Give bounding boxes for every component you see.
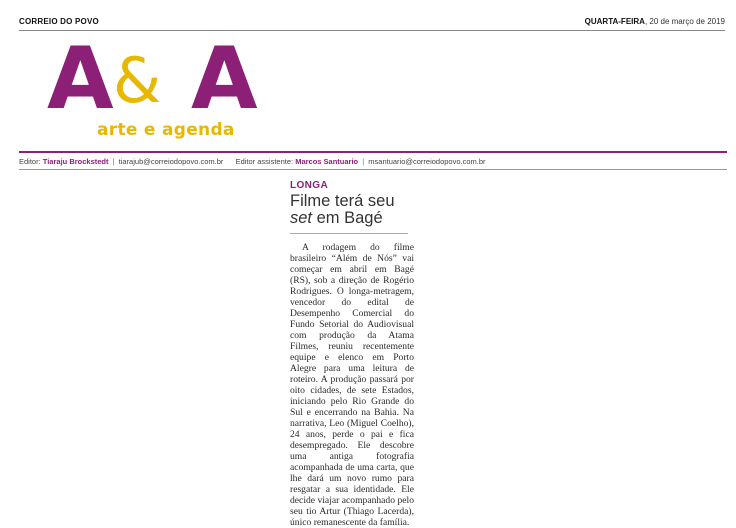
separator: |: [362, 157, 365, 166]
section-subtitle: arte e agenda: [97, 120, 235, 140]
editor-email: tiarajub@correiodopovo.com.br: [118, 157, 224, 166]
assistant-email: msantuario@correiodopovo.com.br: [368, 157, 486, 166]
headline-line-2-rest: em Bagé: [312, 209, 383, 227]
headline-divider: [290, 233, 408, 234]
logo-letter-a-left: A: [47, 36, 114, 126]
editors-bottom-divider: [19, 169, 727, 170]
headline-line-2: [290, 210, 420, 227]
assistant-name: Marcos Santuario: [295, 157, 359, 166]
section-logo: [47, 36, 287, 146]
newspaper-name: CORREIO DO POVO: [19, 17, 99, 26]
logo-ampersand: &: [113, 44, 162, 117]
issue-date: [585, 17, 725, 26]
editors-line: [19, 157, 486, 166]
logo-letter-a-right: A: [191, 36, 258, 126]
editor-label: Editor:: [19, 157, 41, 166]
article: [290, 180, 420, 528]
issue-date-text: , 20 de março de 2019: [644, 17, 725, 26]
article-kicker: LONGA: [290, 180, 329, 191]
article-body: A rodagem do filme brasileiro “Além de Nós” vai começar em abril em Bagé (RS), sob a direção de Rogério Rodrigues. O longa-metragem, vencedor do edital de Desempenho Comercial do Fundo Setorial do Audiovisual com produção da Atama Filmes, reuniu recentemente equipe e elenco em Porto Alegre para uma leitura de roteiro. A produção passará por oito cidades, de sete Estados, iniciando pelo Rio Grande do Sul e encerrando na Bahia. Na narrativa, Leo (Miguel Coelho), 24 anos, perde o pai e fica desempregado. Ele descobre uma antiga fotografia acompanhada de uma carta, que lhe dará um novo rumo para resgatar a sua identidade. Ele decide viajar acompanhado pelo seu tio Artur (Thiago Lacerda), único remanescente da família.: [290, 242, 414, 528]
editor-name: Tiaraju Brockstedt: [42, 157, 109, 166]
editors-top-divider: [19, 151, 727, 153]
headline-italic: set: [290, 209, 313, 227]
article-headline: [290, 193, 420, 227]
header-divider: [19, 30, 725, 31]
page-header: [19, 17, 725, 31]
headline-line-1: Filme terá seu: [290, 192, 395, 210]
issue-weekday: QUARTA-FEIRA: [584, 17, 645, 26]
assistant-label: Editor assistente:: [235, 157, 294, 166]
separator: |: [112, 157, 115, 166]
section-logo-mark: [47, 36, 287, 126]
